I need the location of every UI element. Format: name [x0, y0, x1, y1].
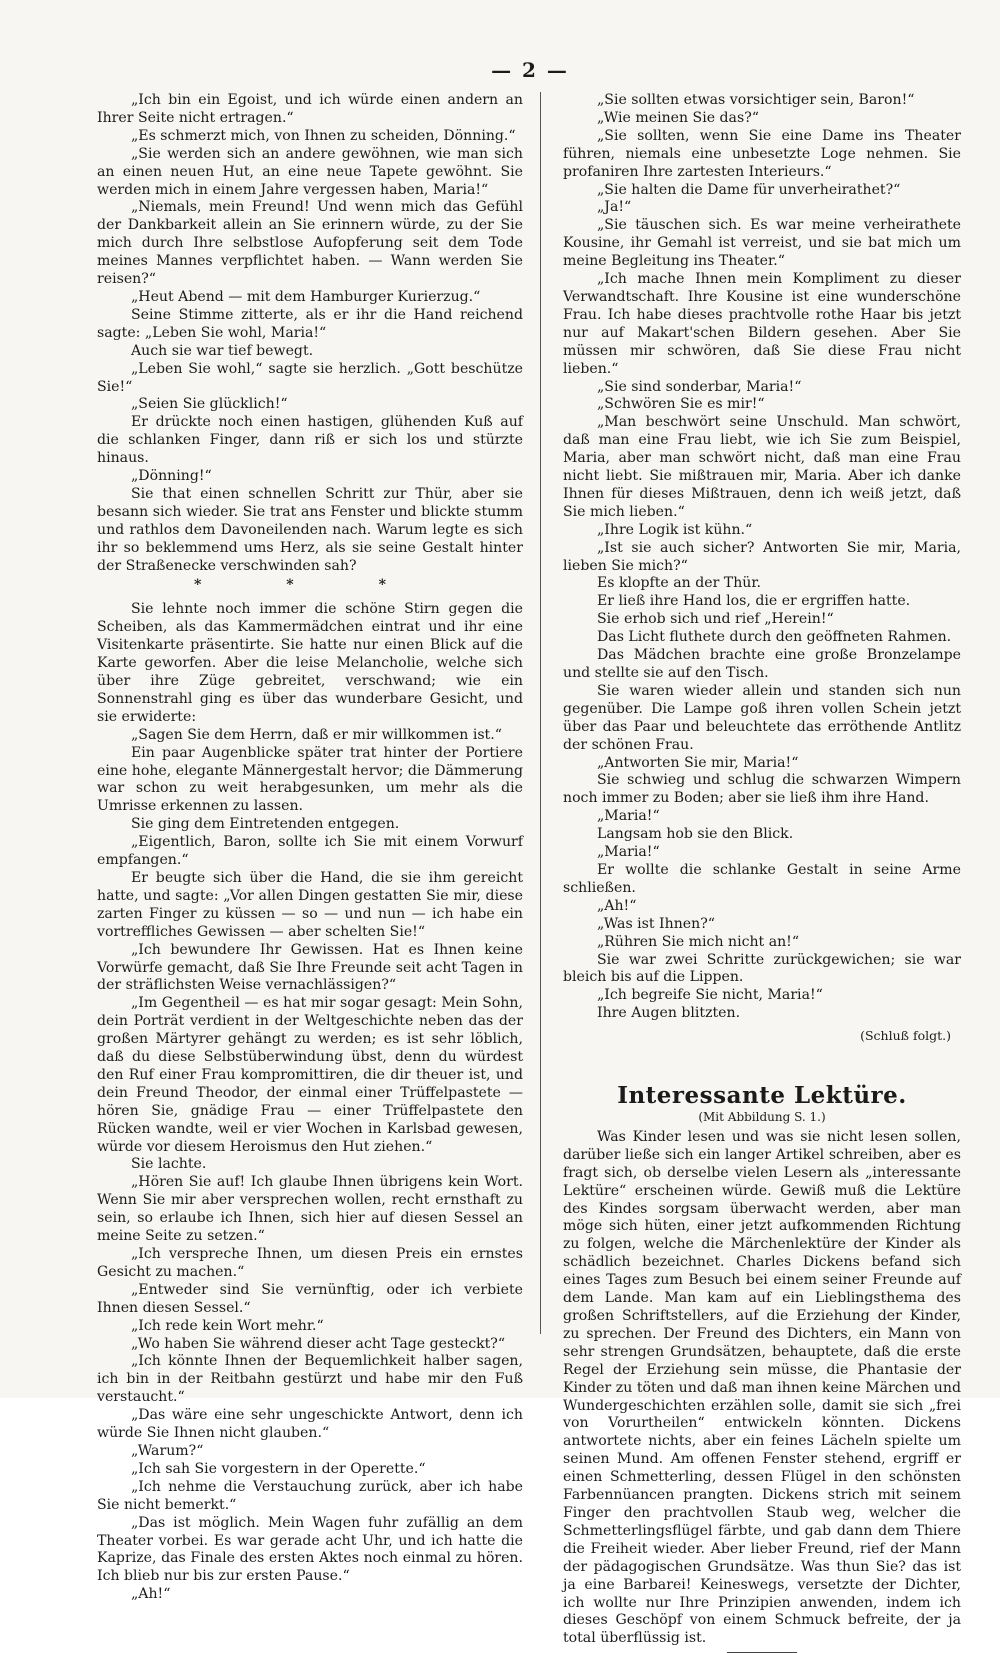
- paragraph: „Das ist möglich. Mein Wagen fuhr zufällig an dem Theater vorbei. Es war gerade acht Uhr, und ich hatte die Kaprize, das Finale des ersten Aktes noch einmal zu hören. Ich blieb nur bis zur ersten Pause.“: [97, 1514, 523, 1585]
- paragraph: „Wie meinen Sie das?“: [597, 109, 759, 126]
- paragraph: Er drückte noch einen hastigen, glühenden Kuß auf die schlanken Finger, dann riß er sich los und stürzte hinaus.: [97, 414, 523, 467]
- paragraph: „Ja!“: [597, 199, 632, 216]
- left-column: [97, 92, 523, 1604]
- paragraph: „Leben Sie wohl,“ sagte sie herzlich. „Gott beschütze Sie!“: [97, 360, 523, 395]
- paragraph: Es klopfte an der Thür.: [597, 575, 762, 592]
- paragraph: „Sagen Sie dem Herrn, daß er mir willkommen ist.“: [131, 726, 502, 743]
- paragraph: „Ich rede kein Wort mehr.“: [131, 1317, 324, 1334]
- paragraph: „Antworten Sie mir, Maria!“: [597, 754, 799, 771]
- paragraph: „Sie täuschen sich. Es war meine verheirathete Kousine, ihr Gemahl ist verreist, und sie bat mich um meine Begleitung ins Theater.“: [563, 217, 961, 270]
- paragraph: Seine Stimme zitterte, als er ihr die Hand reichend sagte: „Leben Sie wohl, Maria!“: [97, 306, 523, 341]
- paragraph: „Rühren Sie mich nicht an!“: [597, 933, 800, 950]
- paragraph: „Sie sind sonderbar, Maria!“: [597, 378, 802, 395]
- to-be-continued-note: (Schluß folgt.): [860, 1028, 951, 1044]
- section-break-asterisks: * * *: [194, 577, 426, 594]
- paragraph: „Ah!“: [597, 897, 637, 914]
- paragraph: „Entweder sind Sie vernünftig, oder ich verbiete Ihnen diesen Sessel.“: [97, 1281, 523, 1316]
- paragraph: „Sie sollten, wenn Sie eine Dame ins Theater führen, niemals eine unbesetzte Loge nehmen. Sie profaniren Ihre zartesten Interieurs.“: [563, 127, 961, 180]
- paragraph: Sie schwieg und schlug die schwarzen Wimpern noch immer zu Boden; aber sie ließ ihm ihre Hand.: [563, 772, 961, 807]
- paragraph: „Eigentlich, Baron, sollte ich Sie mit einem Vorwurf empfangen.“: [97, 834, 523, 869]
- paragraph: „Wo haben Sie während dieser acht Tage gesteckt?“: [131, 1335, 506, 1352]
- paragraph: „Schwören Sie es mir!“: [597, 396, 765, 413]
- paragraph: Sie erhob sich und rief „Herein!“: [597, 611, 834, 628]
- paragraph: „Das wäre eine sehr ungeschickte Antwort, denn ich würde Sie Ihnen nicht glauben.“: [97, 1407, 523, 1442]
- paragraph: „Was ist Ihnen?“: [597, 915, 715, 932]
- paragraph: „Warum?“: [131, 1442, 204, 1459]
- paragraph: Das Licht fluthete durch den geöffneten Rahmen.: [597, 629, 952, 646]
- paragraph: „Es schmerzt mich, von Ihnen zu scheiden, Dönning.“: [131, 127, 516, 144]
- paragraph: „Ich bewundere Ihr Gewissen. Hat es Ihnen keine Vorwürfe gemacht, daß Sie Ihre Freunde seit acht Tagen in der sträflichsten Weise vernachlässigen?“: [97, 941, 523, 994]
- paragraph: „Man beschwört seine Unschuld. Man schwört, daß man eine Frau liebt, wie ich Sie zum Beispiel, Maria, aber man schwört nicht, daß man eine Frau nicht liebt. Sie mißtrauen mir, Maria. Aber ich danke Ihnen für dieses Mißtrauen, denn ich weiß jetzt, daß Sie mich lieben.“: [563, 414, 961, 520]
- paragraph: Sie waren wieder allein und standen sich nun gegenüber. Die Lampe goß ihren vollen Schein jetzt über das Paar und beleuchtete das erröthende Antlitz der schönen Frau.: [563, 682, 961, 753]
- paragraph: „Ich bin ein Egoist, und ich würde einen andern an Ihrer Seite nicht ertragen.“: [97, 92, 523, 126]
- paragraph: „Maria!“: [597, 844, 660, 861]
- paragraph: „Dönning!“: [131, 468, 212, 485]
- paragraph: „Niemals, mein Freund! Und wenn mich das Gefühl der Dankbarkeit allein an Sie erinnern würde, zu der Sie mich durch Ihre selbstlose Aufopferung seit dem Tode meines Mannes verpflichtet haben. — Wann werden Sie reisen?“: [97, 199, 523, 288]
- paragraph: „Heut Abend — mit dem Hamburger Kurierzug.“: [131, 288, 481, 305]
- paragraph: „Sie halten die Dame für unverheirathet?“: [597, 181, 901, 198]
- paragraph: „Sie sollten etwas vorsichtiger sein, Baron!“: [597, 92, 915, 108]
- paragraph: Langsam hob sie den Blick.: [597, 826, 794, 843]
- paragraph: „Ich verspreche Ihnen, um diesen Preis ein ernstes Gesicht zu machen.“: [97, 1246, 523, 1280]
- paragraph: Sie ging dem Eintretenden entgegen.: [131, 816, 400, 833]
- paragraph: „Ich sah Sie vorgestern in der Operette.“: [131, 1460, 426, 1477]
- section-body: Was Kinder lesen und was sie nicht lesen sollen, darüber ließe sich ein langer Artikel schreiben, aber es fragt sich, ob derselbe vielen Lesern als „interessante Lektüre“ erscheinen würde. Gewiß muß die Lektüre des Kindes sorgsam überwacht werden, aber man möge sich hüten, einer jetzt aufkommenden Richtung zu folgen, welche die Märchenlektüre der Kinder als schädlich bezeichnet. Charles Dickens befand sich eines Tages zum Besuch bei einem seiner Freunde auf dem Lande. Man kam auf ein Lieblingsthema des großen Schriftstellers, auf die Erziehung der Kinder, zu sprechen. Der Freund des Dichters, ein Mann von sehr strengen Grundsätzen, behauptete, daß die erste Regel der Erziehung sein müsse, die Phantasie der Kinder zu töten und daß man ihnen keine Märchen und Wundergeschichten erzählen solle, damit sie sich „frei von Vorurtheilen“ entwickeln könnten. Dickens antwortete nichts, aber ein feines Lächeln spielte um seinen Mund. Am offenen Fenster stehend, ergriff er einen Schmetterling, dessen Flügel in den schönsten Farbennüancen prangten. Dickens strich mit seinem Finger den prachtvollen Staub weg, welcher die Schmetterlingsflügel färbte, und gab dann dem Thiere die Freiheit wieder. Aber lieber Freund, rief der Mann der pädagogischen Grundsätze. Was thun Sie? das ist ja eine Barbarei! Keineswegs, versetzte der Dichter, ich wollte nur Ihre Prinzipien anwenden, indem ich dieses Geschöpf von einem Schmuck befreite, der ja total überflüssig ist.: [563, 1128, 961, 1647]
- paragraph: Das Mädchen brachte eine große Bronzelampe und stellte sie auf den Tisch.: [563, 647, 961, 681]
- paragraph: Er ließ ihre Hand los, die er ergriffen hatte.: [597, 593, 911, 610]
- paragraph: Sie lehnte noch immer die schöne Stirn gegen die Scheiben, als das Kammermädchen eintrat und ihr eine Visitenkarte präsentirte. Sie hatte nur einen Blick auf die Karte geworfen. Aber die leise Melancholie, welche sich über ihre Züge gebreitet, verschwand; wie ein Sonnenstrahl ging es über das wunderbare Gesicht, und sie erwiderte:: [97, 601, 523, 725]
- paragraph: „Ich nehme die Verstauchung zurück, aber ich habe Sie nicht bemerkt.“: [97, 1478, 523, 1513]
- paragraph: „Ihre Logik ist kühn.“: [597, 521, 753, 538]
- paragraph: Sie that einen schnellen Schritt zur Thür, aber sie besann sich wieder. Sie trat ans Fenster und blickte stumm und rathlos dem Davoneilenden nach. Warum legte es sich ihr so beklemmend ums Herz, als sie seine Gestalt hinter der Straßenecke verschwinden sah?: [97, 485, 523, 574]
- paragraph: „Ich könnte Ihnen der Bequemlichkeit halber sagen, ich bin in der Reitbahn gestürzt und habe mir den Fuß verstaucht.“: [97, 1353, 523, 1406]
- paragraph: Er beugte sich über die Hand, die sie ihm gereicht hatte, und sagte: „Vor allen Dingen gestatten Sie mir, diese zarten Finger zu küssen — so — und nun — ich habe ein vortreffliches Gewissen — aber schelten Sie!“: [97, 869, 523, 940]
- section-title: Interessante Lektüre.: [617, 1082, 907, 1110]
- paragraph: Sie lachte.: [131, 1156, 207, 1173]
- paragraph: „Ah!“: [131, 1586, 171, 1603]
- paragraph: „Maria!“: [597, 808, 660, 825]
- page-number: — 2 —: [491, 58, 569, 82]
- paragraph: „Seien Sie glücklich!“: [131, 396, 288, 413]
- paragraph: „Im Gegentheil — es hat mir sogar gesagt: Mein Sohn, dein Porträt verdient in der Weltgeschichte neben das der großen Märtyrer gehängt zu werden; es ist sehr löblich, daß du diese Selbstüberwindung übst, denn du würdest den Ruf einer Frau kompromittiren, die dir theuer ist, und dein Freund Theodor, der einmal einer Trüffelpastete — hören Sie, gnädige Frau — einer Trüffelpastete den Rücken wandte, weil er vier Wochen in Karlsbad gewesen, würde vor diesem Heroismus den Hut ziehen.“: [97, 995, 523, 1155]
- paragraph: „Sie werden sich an andere gewöhnen, wie man sich an einen neuen Hut, an eine neue Tapete gewöhnt. Sie werden mich in einem Jahre vergessen haben, Maria!“: [97, 145, 523, 198]
- paragraph: Ihre Augen blitzten.: [597, 1005, 741, 1022]
- right-column: [563, 92, 961, 1653]
- paragraph: Auch sie war tief bewegt.: [131, 342, 314, 359]
- paragraph: „Hören Sie auf! Ich glaube Ihnen übrigens kein Wort. Wenn Sie mir aber versprechen wollen, recht ernsthaft zu sein, so erlaube ich Ihnen, sich hier auf diesen Sessel an meine Seite zu setzen.“: [97, 1174, 523, 1245]
- paragraph: „Ich mache Ihnen mein Kompliment zu dieser Verwandtschaft. Ihre Kousine ist eine wunderschöne Frau. Ich habe dieses prachtvolle rothe Haar bis jetzt nur auf Makart'schen Bildern gesehen. Aber Sie müssen mir schwören, daß Sie diese Frau nicht lieben.“: [563, 271, 961, 377]
- section-subtitle: (Mit Abbildung S. 1.): [698, 1110, 826, 1125]
- paragraph: „Ich begreife Sie nicht, Maria!“: [597, 987, 823, 1004]
- paragraph: Ein paar Augenblicke später trat hinter der Portiere eine hohe, elegante Männergestalt hervor; die Dämmerung war schon zu weit herabgesunken, um mehr als die Umrisse erkennen zu lassen.: [97, 744, 523, 815]
- paragraph: „Ist sie auch sicher? Antworten Sie mir, Maria, lieben Sie mich?“: [563, 539, 961, 574]
- column-divider: [540, 92, 541, 1334]
- paragraph: Er wollte die schlanke Gestalt in seine Arme schließen.: [563, 861, 961, 896]
- paragraph: Sie war zwei Schritte zurückgewichen; sie war bleich bis auf die Lippen.: [563, 951, 961, 986]
